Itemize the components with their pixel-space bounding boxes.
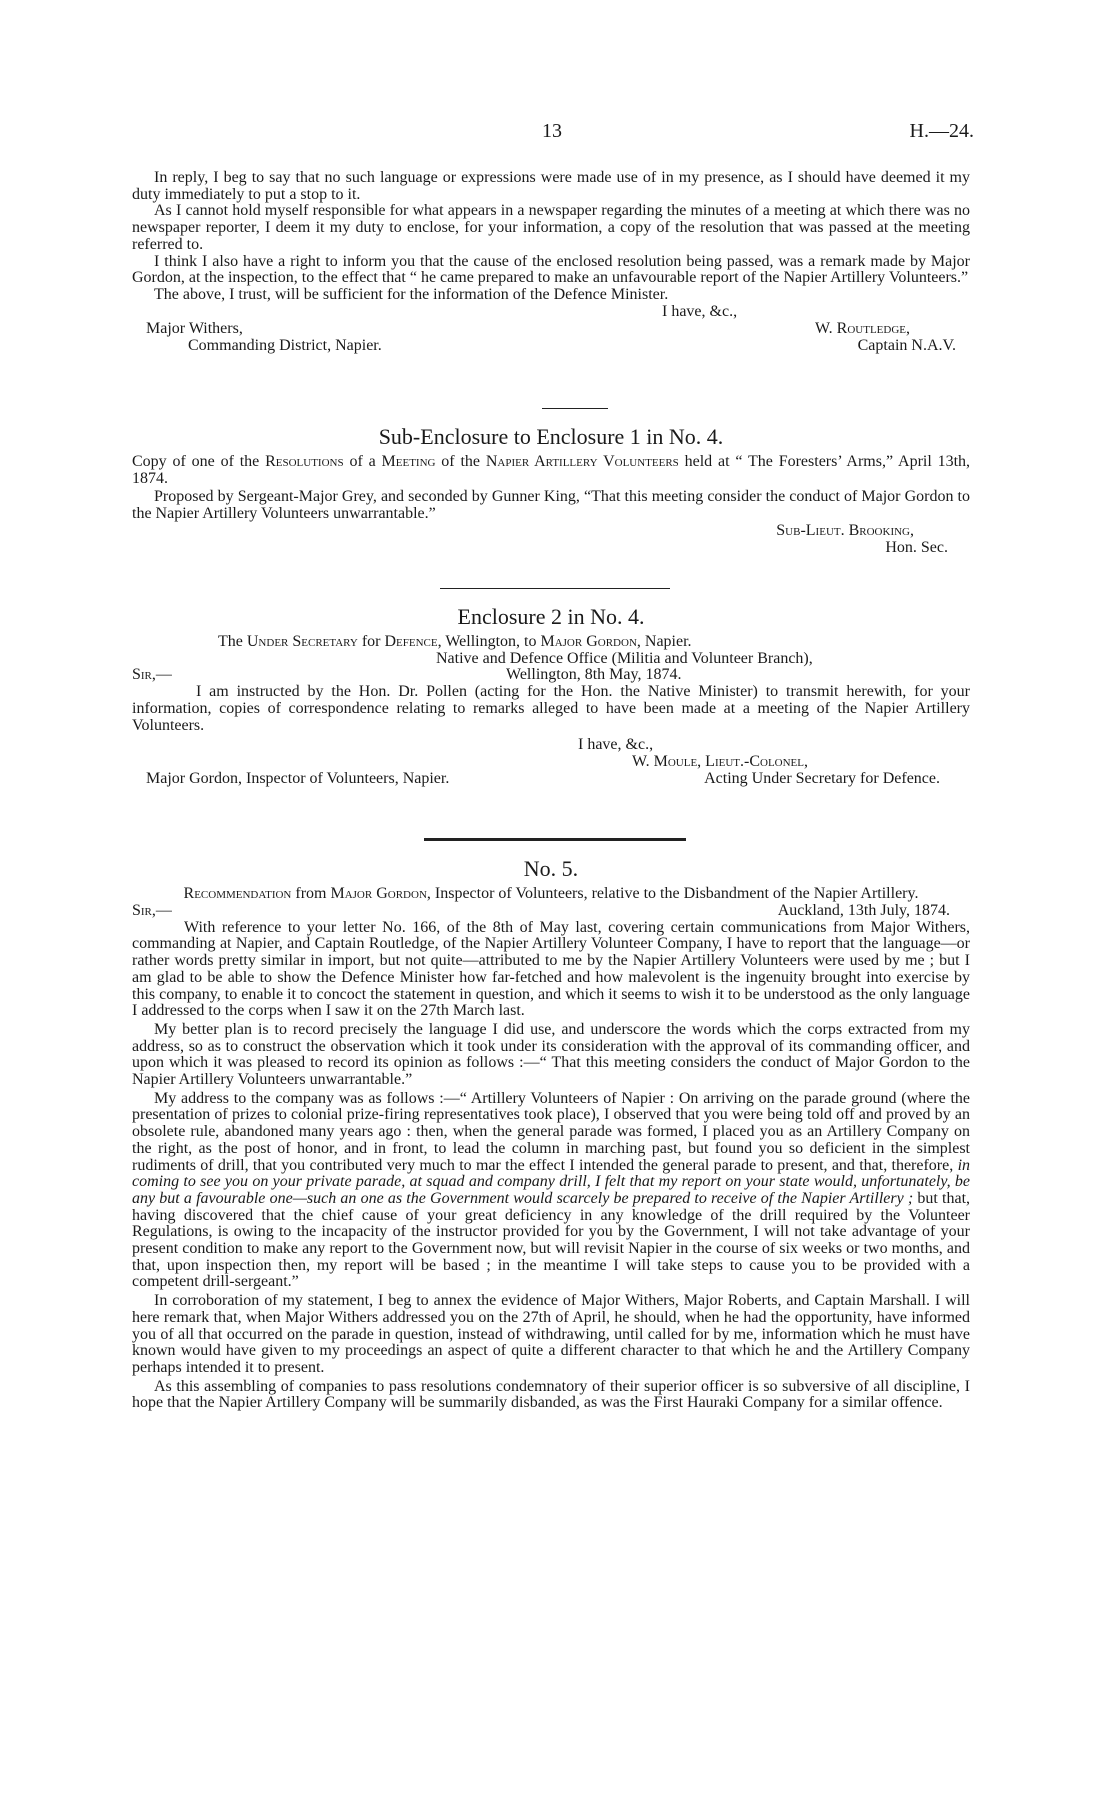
section-heading: No. 5. bbox=[523, 856, 579, 881]
closing-line bbox=[132, 737, 970, 754]
paragraph: In corroboration of my statement, I beg to annex the evidence of Major Withers, Major Roberts, and Captain Marshall. I will here remark that, when Major Withers addressed you on the 27th of April, he should, when he had the opportunity, have informed you of all that occurred on the parade in question, instead of withdrawing, until called for by me, information which he must have known would have given to my proceedings an aspect of quite a different character to that which he and the Artillery Company perhaps intended it to present. bbox=[132, 1292, 970, 1376]
sub-enclosure bbox=[132, 424, 970, 556]
salutation-row bbox=[132, 667, 970, 684]
paragraph: As I cannot hold myself responsible for what appears in a newspaper regarding the minutes of a meeting at which there was no newspaper reporter, I deem it my duty to enclose, for your information, a copy of the resolution that was passed at the meeting referred to. bbox=[132, 202, 970, 253]
paper-reference: H.—24. bbox=[909, 120, 974, 142]
signature-row bbox=[132, 771, 970, 788]
divider bbox=[424, 838, 686, 841]
paragraph: As this assembling of companies to pass resolutions condemnatory of their superior officer is so subversive of all discipline, I hope that the Napier Artillery Company will be summarily disbanded, as was the First Hauraki Company for a similar offence. bbox=[132, 1377, 970, 1412]
section-heading: Enclosure 2 in No. 4. bbox=[457, 604, 645, 629]
paragraph: I am instructed by the Hon. Dr. Pollen (acting for the Hon. the Native Minister) to transmit herewith, for your information, copies of correspondence relating to remarks alleged to have been made at a meeting of the Napier Artillery Volunteers. bbox=[132, 683, 970, 734]
signer-name: W. Routledge, bbox=[815, 319, 910, 337]
closing: I have, &c., bbox=[578, 735, 654, 753]
signer-line bbox=[132, 754, 970, 771]
closing: I have, &c., bbox=[662, 302, 738, 320]
signer-name: W. Moule, Lieut.-Colonel, bbox=[632, 752, 808, 770]
enclosure-2 bbox=[132, 604, 970, 788]
signature-row bbox=[132, 321, 970, 338]
paragraph: In reply, I beg to say that no such language or expressions were made use of in my presence, as I should have deemed it my duty immediately to put a stop to it. bbox=[132, 169, 970, 203]
paragraph: With reference to your letter No. 166, of the 8th of May last, covering certain communications from Major Withers, commanding at Napier, and Captain Routledge, of the Napier Artillery Volunteer Company, I have to report that the language—or rather words pretty similar in import, but not quite—attributed to me by the Napier Artillery Volunteers were used by me ; but I am glad to be able to show the Defence Minister how far-fetched and how malevolent is the ingenuity brought into exercise by this company, to enable it to concoct the statement in question, and which it seems to wish it to be understood as the only language I addressed to the corps when I saw it on the 27th March last. bbox=[132, 918, 970, 1020]
section-heading: Sub-Enclosure to Enclosure 1 in No. 4. bbox=[378, 424, 724, 449]
letter-routledge bbox=[132, 170, 970, 355]
letter-date: Wellington, 8th May, 1874. bbox=[506, 666, 682, 684]
divider bbox=[440, 588, 670, 589]
addressee: Major Gordon, Inspector of Volunteers, Napier. bbox=[146, 769, 450, 787]
letter-date: Auckland, 13th July, 1874. bbox=[777, 901, 950, 919]
addressee: Major Withers, bbox=[146, 319, 243, 337]
paragraph: I think I also have a right to inform you that the cause of the enclosed resolution being passed, was a remark made by Major Gordon, at the inspection, to the effect that “ he came prepared to make an unfavourable report of the Napier Artillery Volunteers.” bbox=[132, 252, 970, 287]
office-line: Native and Defence Office (Militia and Volunteer Branch), bbox=[436, 649, 813, 667]
page-header bbox=[0, 120, 1114, 150]
closing-line bbox=[132, 304, 970, 321]
underscored-words: in coming to see you on your private parade, at squad and company drill, I felt that my report on your state would, unfortunately, be any but a favourable one—such an one as the Government would scarcely be prepared to receive of the Napier Artillery ; bbox=[132, 1156, 971, 1207]
salutation: Sir,— bbox=[132, 666, 172, 684]
page-number: 13 bbox=[542, 120, 562, 142]
divider bbox=[542, 408, 608, 409]
letter-title: Recommendation from Major Gordon, Inspector of Volunteers, relative to the Disbandment of the Napier Artillery. bbox=[183, 885, 919, 902]
no-5-letter bbox=[132, 856, 970, 1412]
paragraph: My address to the company was as follows :—“ Artillery Volunteers of Napier : On arriving on the parade ground (where the presentation of prizes to colonial prize-firing representatives took place), I observed that you were being told off and proved by an obsolete rule, abandoned many years ago : then, when the general parade was formed, I placed you as an Artillery Company on the right, as the post of honor, and in front, to lead the column in marching past, but found you so deficient in the simplest rudiments of drill, that you contributed very much to mar the effect I intended the general parade to present, and that, therefore, in coming to see you on your private parade, at squad and company drill, I felt that my report on your state would, unfortunately, be any but a favourable one—such an one as the Government would scarcely be prepared to receive of the Napier Artillery ; but that, having discovered that the chief cause of your great deficiency in any knowledge of the drill required by the Volunteer Regulations, is owing to the incapacity of the instructor provided for you by the Government, I will not take advantage of your present condition to make any report to the Government now, but will revisit Napier in the course of six weeks or two months, and that, upon inspection then, my report will be based ; in the meantime I will take steps to cause you to be provided with a competent drill-sergeant.” bbox=[132, 1089, 971, 1291]
paragraph: Proposed by Sergeant-Major Grey, and seconded by Gunner King, “That this meeting consider the conduct of Major Gordon to the Napier Artillery Volunteers unwarrantable.” bbox=[132, 488, 970, 523]
salutation-row bbox=[132, 903, 970, 920]
signer-title: Acting Under Secretary for Defence. bbox=[704, 769, 940, 787]
signer-title: Captain N.A.V. bbox=[857, 336, 956, 354]
salutation: Sir,— bbox=[132, 901, 172, 919]
addressee-location: Commanding District, Napier. bbox=[188, 336, 382, 354]
signature-row bbox=[132, 338, 970, 355]
signer-name: Sub-Lieut. Brooking, bbox=[776, 521, 914, 539]
paragraph: My better plan is to record precisely the language I did use, and underscore the words which the corps extracted from my address, so as to construct the observation which it took under its consideration with the approval of its commanding officer, and upon which it was pleased to record its opinion as follows :—“ That this meeting considers the conduct of Major Gordon to the Napier Artillery Volunteers unwarrantable.” bbox=[132, 1020, 970, 1089]
letter-title: The Under Secretary for Defence, Wellington, to Major Gordon, Napier. bbox=[218, 633, 692, 650]
signer-title: Hon. Sec. bbox=[885, 538, 948, 556]
paragraph: Copy of one of the Resolutions of a Meeting of the Napier Artillery Volunteers held at “ The Foresters’ Arms,” April 13th, 1874. bbox=[132, 453, 971, 487]
paragraph: The above, I trust, will be sufficient for the information of the Defence Minister. bbox=[154, 285, 669, 303]
